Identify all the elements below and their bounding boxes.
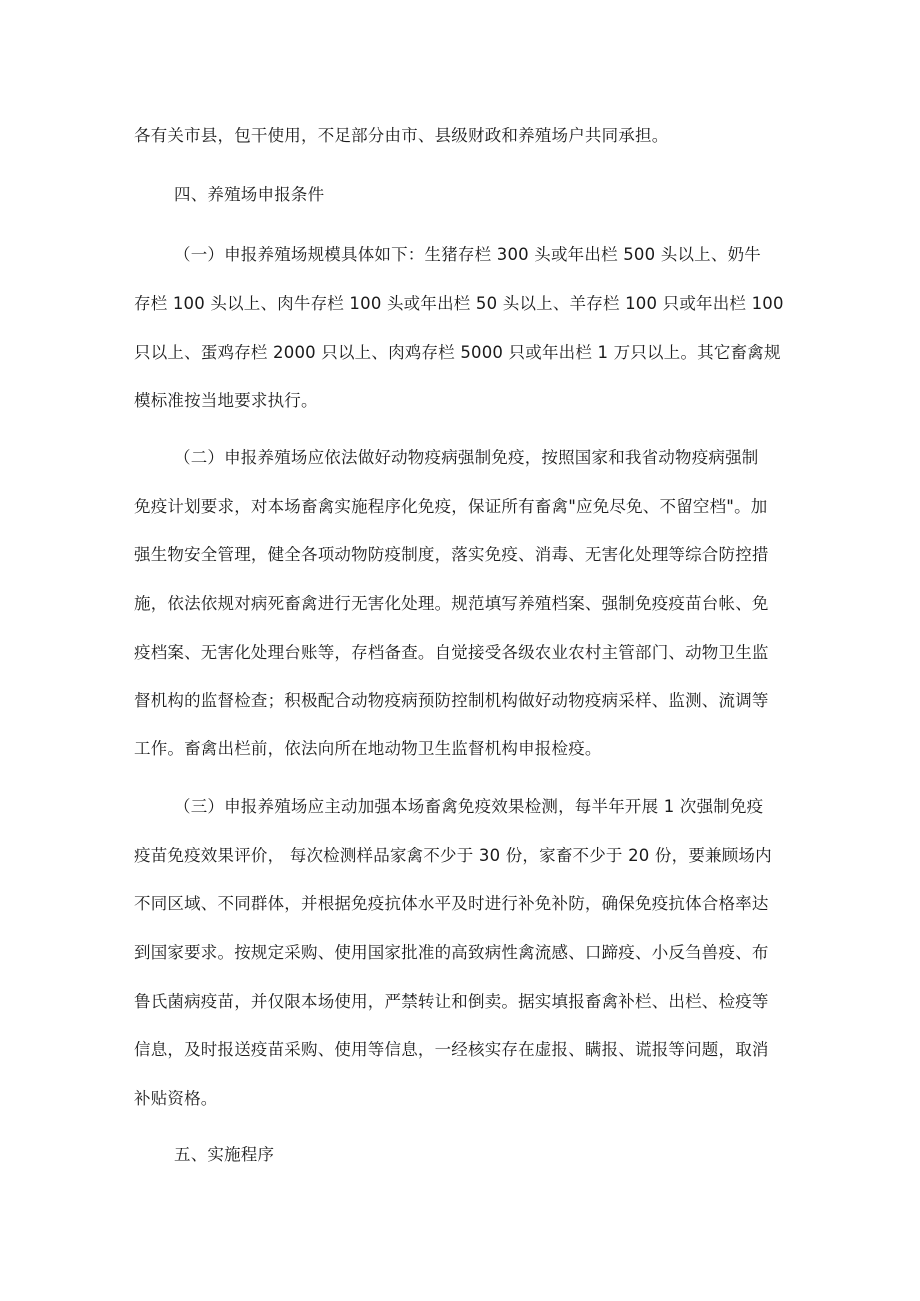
- condition-3-line-6: 信息，及时报送疫苗采购、使用等信息，一经核实存在虚报、瞒报、谎报等问题，取消: [134, 1040, 769, 1059]
- condition-2-line-7: 工作。畜禽出栏前，依法向所在地动物卫生监督机构申报检疫。: [134, 739, 602, 758]
- condition-1-line-3: 只以上、蛋鸡存栏 2000 只以上、肉鸡存栏 5000 只或年出栏 1 万只以上。其它畜禽规: [134, 343, 781, 362]
- condition-1-line-1: （一）申报养殖场规模具体如下：生猪存栏 300 头或年出栏 500 头以上、奶牛: [174, 245, 761, 264]
- condition-2-line-1: （二）申报养殖场应依法做好动物疫病强制免疫，按照国家和我省动物疫病强制: [174, 448, 759, 467]
- condition-2-line-2: 免疫计划要求，对本场畜禽实施程序化免疫，保证所有畜禽"应免尽免、不留空档"。加: [134, 497, 768, 516]
- condition-2-line-5: 疫档案、无害化处理台账等，存档备查。自觉接受各级农业农村主管部门、动物卫生监: [134, 643, 769, 662]
- condition-1-line-2: 存栏 100 头以上、肉牛存栏 100 头或年出栏 50 头以上、羊存栏 100 只或年出栏 100: [134, 294, 784, 313]
- condition-3-line-3: 不同区域、不同群体，并根据免疫抗体水平及时进行补免补防，确保免疫抗体合格率达: [134, 894, 769, 913]
- condition-3-line-1: （三）申报养殖场应主动加强本场畜禽免疫效果检测，每半年开展 1 次强制免疫: [174, 797, 764, 816]
- condition-3-line-7: 补贴资格。: [134, 1089, 218, 1108]
- condition-3-line-5: 鲁氏菌病疫苗，并仅限本场使用，严禁转让和倒卖。据实填报畜禽补栏、出栏、检疫等: [134, 992, 769, 1011]
- condition-3-line-2: 疫苗免疫效果评价， 每次检测样品家禽不少于 30 份，家畜不少于 20 份，要兼顾场内: [134, 846, 772, 865]
- section-5-heading: 五、实施程序: [174, 1145, 275, 1164]
- funding-paragraph-line-1: 各有关市县，包干使用，不足部分由市、县级财政和养殖场户共同承担。: [134, 126, 669, 145]
- condition-3-line-4: 到国家要求。按规定采购、使用国家批准的高致病性禽流感、口蹄疫、小反刍兽疫、布: [134, 943, 769, 962]
- condition-1-line-4: 模标准按当地要求执行。: [134, 391, 318, 410]
- condition-2-line-4: 施，依法依规对病死畜禽进行无害化处理。规范填写养殖档案、强制免疫疫苗台帐、免: [134, 594, 769, 613]
- condition-2-line-6: 督机构的监督检查；积极配合动物疫病预防控制机构做好动物疫病采样、监测、流调等: [134, 691, 769, 710]
- condition-2-line-3: 强生物安全管理，健全各项动物防疫制度，落实免疫、消毒、无害化处理等综合防控措: [134, 545, 769, 564]
- section-4-heading: 四、养殖场申报条件: [174, 185, 325, 204]
